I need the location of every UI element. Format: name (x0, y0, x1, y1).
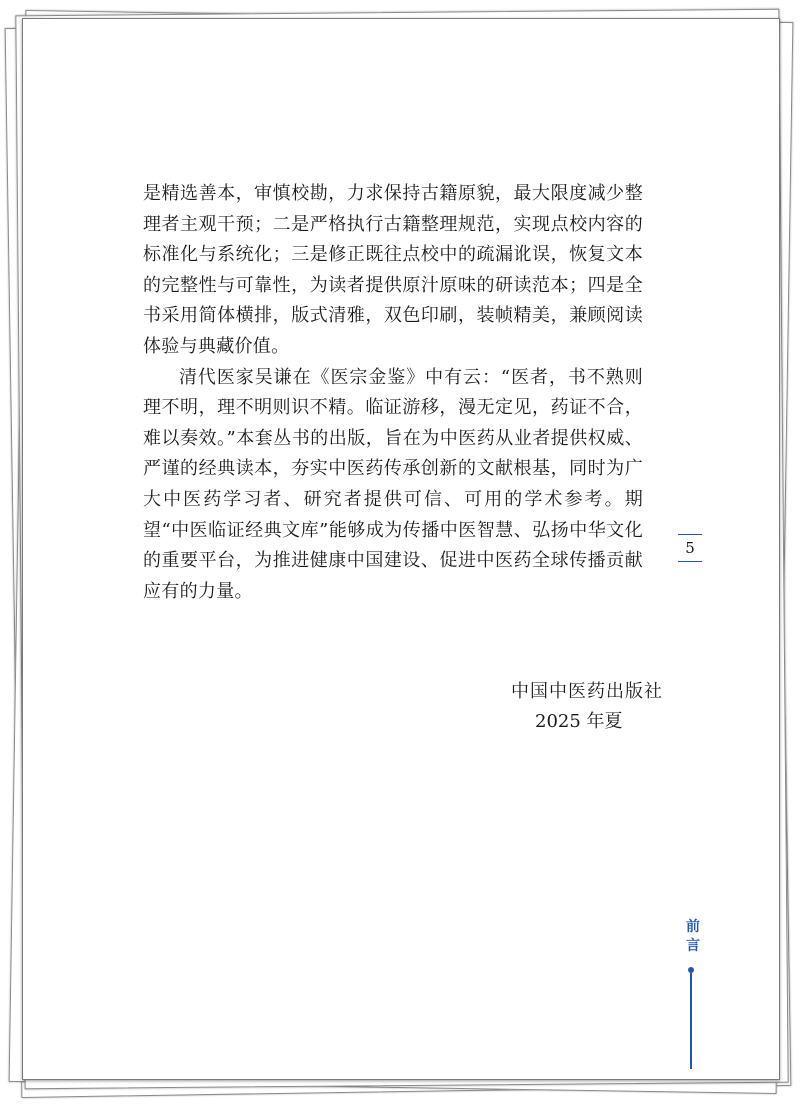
signature-block (463, 677, 663, 737)
paragraph-continuation: 是精选善本，审慎校勘，力求保持古籍原貌，最大限度减少整理者主观干预；二是严格执行古籍整理规范，实现点校内容的标准化与系统化；三是修正既往点校中的疏漏讹误，恢复文本的完整性与可靠性，为读者提供原汁原味的研读范本；四是全书采用简体横排，版式清雅，双色印刷，装帧精美，兼顾阅读体验与典藏价值。 (143, 183, 643, 357)
paragraph-quote: 清代医家吴谦在《医宗金鉴》中有云：“医者，书不熟则理不明，理不明则识不精。临证游移，漫无定见，药证不合，难以奏效。”本套丛书的出版，旨在为中医药从业者提供权威、严谨的经典读本，夯实中医药传承创新的文献根基，同时为广大中医药学习者、研究者提供可信、可用的学术参考。期望“中医临证经典文库”能够成为传播中医智慧、弘扬中华文化的重要平台，为推进健康中国建设、促进中医药全球传播贡献应有的力量。 (143, 366, 643, 602)
page-number: 5 (678, 534, 702, 562)
section-label-preface: 前言 (686, 919, 700, 954)
section-marker-line (690, 973, 692, 1069)
body-text (143, 179, 643, 607)
signature-date: 2025 年夏 (535, 711, 623, 732)
book-page (22, 18, 780, 1080)
publisher-name: 中国中医药出版社 (511, 681, 663, 702)
